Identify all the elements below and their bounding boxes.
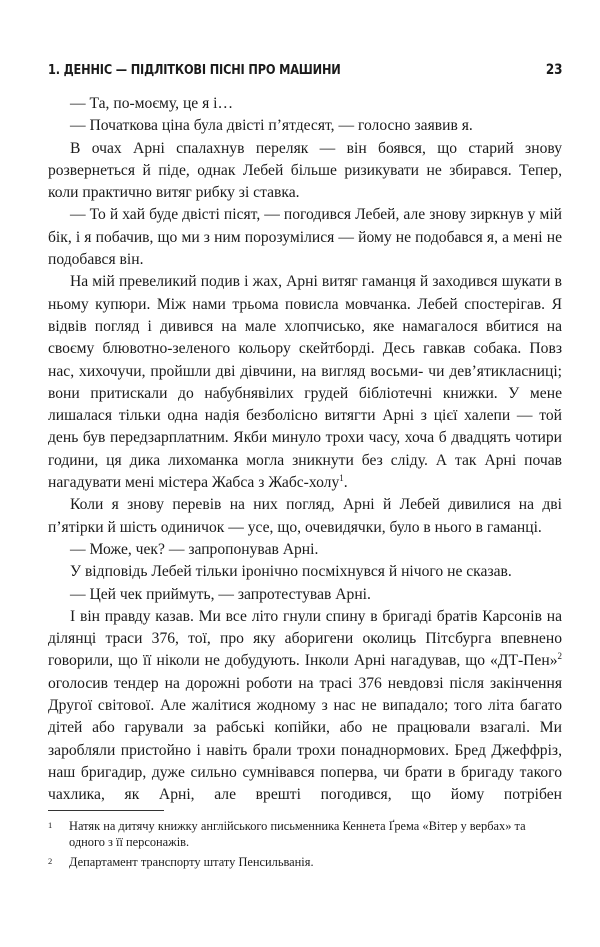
page-number: 23 bbox=[545, 62, 563, 78]
footnote-ref: 1 bbox=[339, 473, 344, 484]
paragraph: В очах Арні спалахнув переляк — він боявся, що старий знову розвернеться й піде, однак Лебей більше ризикувати не збирався. Тепер, коли практично витяг рибку зі ставка. bbox=[48, 139, 562, 202]
body-text bbox=[48, 93, 562, 807]
paragraph: Коли я знову перевів на них погляд, Арні й Лебей дивилися на дві п’ятірки й шість одиничок — усе, що, очевидячки, було в нього в гаманці. bbox=[48, 496, 562, 536]
footnote-text: Департамент транспорту штату Пенсильванія. bbox=[69, 854, 314, 869]
paragraph-text-continued: оголосив тендер на дорожні роботи на трасі 376 невдовзі після закінчення Другої світової. Але жалітися жодному з нас не випадало; того літа багато дітей або гарували за рабські копійки, або не працювали взагалі. Ми заробляли пристойно і навіть брали трохи понаднормових. Бред Джеффріз, наш бригадир, дуже сильно сумнівався поперва, чи брати в бригаду такого чахлика, як Арні, але врешті погодився, що йому потрібен bbox=[48, 674, 562, 804]
footnotes bbox=[48, 818, 562, 873]
paragraph: — Початкова ціна була двісті п’ятдесят, — голосно заявив я. bbox=[70, 117, 473, 135]
paragraph: На мій превеликий подив і жах, Арні витяг гаманця й заходився шукати в ньому купюри. Між нами трьома повисла мовчанка. Лебей спостерігав. Я відвів погляд і дивився на мале хлопчисько, яке намагалося вбитися на своєму блювотно-зеленого кольору скейтборді. Десь гавкав собака. Повз нас, хихочучи, пройшли дві дівчини, на вигляд восьми- чи дев’ятикласниці; вони притискали до набубнявілих грудей бібліотечні книжки. У мене лишалася тільки одна надія безболісно витягти Арні з цієї халепи — той день був передзарплатним. Якби минуло трохи часу, хоча б двадцять чотири години, ця дика лихоманка могла зникнути без сліду. А так Арні почав нагадувати мені містера Жабса з Жабс-холу$^1$. bbox=[48, 273, 562, 492]
paragraph-text: І він правду казав. Ми все літо гнули спину в бригаді братів Карсонів на ділянці траси 376, тої, про яку аборигени околиць Пітсбурга впевнено говорили, що її ніколи не добудують. Інколи Арні нагадував, що «ДТ-Пен» bbox=[48, 607, 562, 670]
paragraph bbox=[48, 606, 562, 807]
paragraph: У відповідь Лебей тільки іронічно посміхнувся й нічого не сказав. bbox=[70, 563, 512, 581]
paragraph-text: На мій превеликий подив і жах, Арні витяг гаманця й заходився шукати в ньому купюри. Між нами трьома повисла мовчанка. Лебей спостерігав. Я відвів погляд і дивився на мале хлопчисько, яке намагалося вбитися на своєму блювотно-зеленого кольору скейтборді. Десь гавкав собака. Повз нас, хихочучи, пройшли дві дівчини, на вигляд восьми- чи дев’ятикласниці; вони притискали до набубнявілих грудей бібліотечні книжки. У мене лишалася тільки одна надія безболісно витягти Арні з цієї халепи — той день був передзарплатним. Якби минуло трохи часу, хоча б двадцять чотири години, ця дика лихоманка могла зникнути без сліду. А так Арні почав нагадувати мені містера Жабса з Жабс-холу bbox=[48, 273, 562, 492]
paragraph: — Та, по-моєму, це я і… bbox=[70, 95, 234, 112]
footnote-number: 1 bbox=[48, 820, 53, 830]
footnote-ref: 2 bbox=[557, 651, 562, 662]
book-page bbox=[48, 0, 562, 947]
paragraph: — То й хай буде двісті пісят, — погодився Лебей, але знову зиркнув у мій бік, і я побачив, що ми з ним порозумілися — йому не подобався я, а мені не подобався він. bbox=[48, 206, 562, 269]
footnote-divider bbox=[48, 810, 164, 811]
footnote-number: 2 bbox=[48, 855, 53, 866]
paragraph: — Цей чек приймуть, — запротестував Арні. bbox=[70, 585, 371, 603]
paragraph: — Може, чек? — запропонував Арні. bbox=[70, 540, 319, 558]
footnote-text: Натяк на дитячу книжку англійського письменника Кеннета Ґрема «Вітер у вербах» та одного з її персонажів. bbox=[69, 819, 526, 850]
running-head bbox=[48, 62, 562, 78]
chapter-title: 1. ДЕННІС — ПІДЛІТКОВІ ПІСНІ ПРО МАШИНИ bbox=[48, 63, 341, 78]
footnote bbox=[48, 854, 562, 870]
footnote bbox=[48, 818, 562, 851]
